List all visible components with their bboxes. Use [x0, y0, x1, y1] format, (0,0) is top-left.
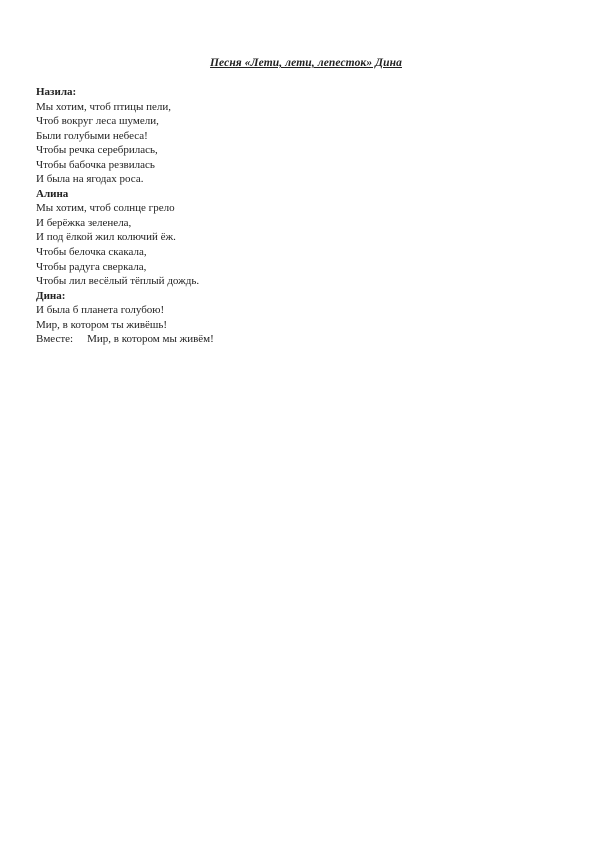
lyric-line: И берёжка зеленела, [36, 216, 132, 229]
song-lyrics [36, 85, 556, 347]
lyric-line: И была на ягодах роса. [36, 173, 144, 186]
lyric-line: Мы хотим, чтоб птицы пели, [36, 100, 172, 113]
lyric-line: Чтоб вокруг леса шумели, [36, 115, 159, 128]
song-title: Песня «Лети, лети, лепесток» Дина [210, 57, 402, 69]
lyric-line: И под ёлкой жил колючий ёж. [36, 231, 176, 244]
lyric-line: И была б планета голубою! [36, 304, 165, 317]
speaker-label-alina: Алина [36, 187, 69, 200]
together-label: Вместе: [36, 333, 74, 346]
speaker-label-dina: Дина: [36, 289, 66, 302]
lyric-line: Чтобы речка серебрилась, [36, 144, 158, 157]
lyric-line: Чтобы белочка скакала, [36, 246, 147, 259]
lyric-line: Чтобы радуга сверкала, [36, 260, 147, 273]
speaker-label-nazila: Назила: [36, 86, 77, 98]
lyric-line: Были голубыми небеса! [36, 129, 148, 142]
lyric-line: Чтобы бабочка резвилась [36, 158, 155, 171]
lyric-line: Мы хотим, чтоб солнце грело [36, 202, 175, 215]
together-line [36, 332, 556, 347]
lyric-line: Мир, в котором ты живёшь! [36, 318, 168, 331]
together-lyric: Мир, в котором мы живём! [87, 333, 214, 346]
lyric-line: Чтобы лил весёлый тёплый дождь. [36, 275, 200, 288]
